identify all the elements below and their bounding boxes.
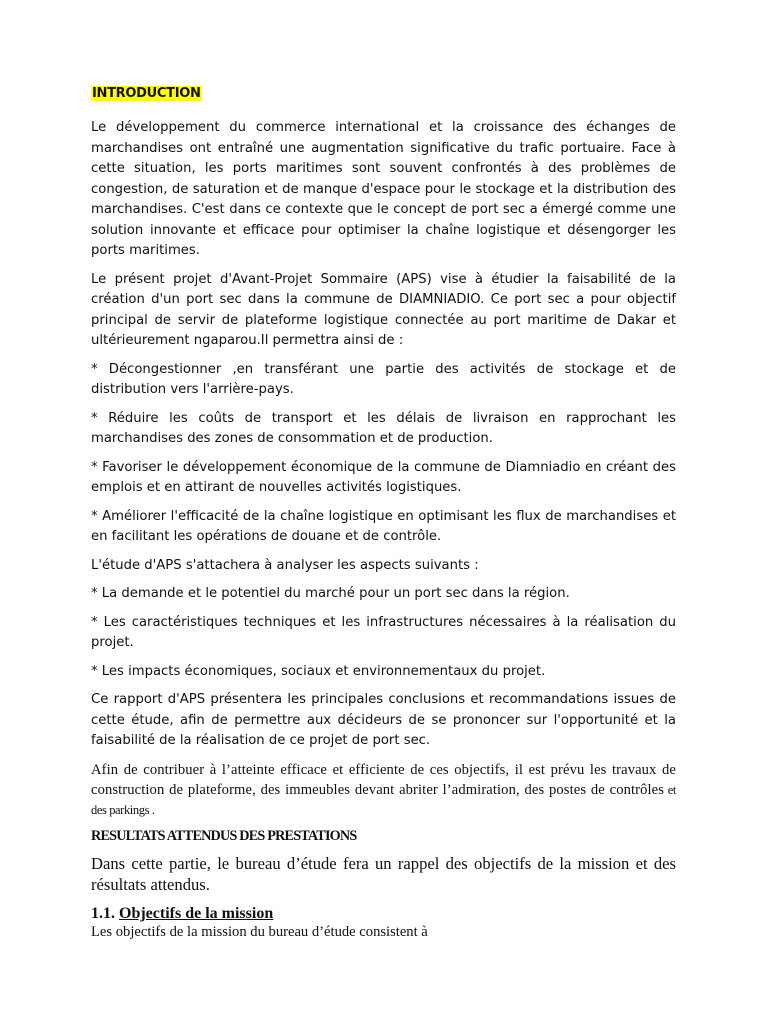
aspect-item: * Les caractéristiques techniques et les infrastructures nécessaires à la réalisation du projet. xyxy=(91,614,676,650)
section-number: 1.1. xyxy=(91,904,115,922)
works-main-text: Afin de contribuer à l’atteinte efficace et efficiente de ces objectifs, il est prévu les travaux de construction de plateforme, des immeubles devant abriter l’admiration, des postes de contrôles xyxy=(91,761,676,798)
section-title: Objectifs de la mission xyxy=(119,904,274,922)
results-heading: RESULTATS ATTENDUS DES PRESTATIONS xyxy=(91,827,357,844)
works-paragraph xyxy=(91,760,676,820)
aspect-item: * La demande et le potentiel du marché pour un port sec dans la région. xyxy=(91,586,570,601)
section-text: Les objectifs de la mission du bureau d’étude consistent à xyxy=(91,923,428,940)
goal-item: * Réduire les coûts de transport et les délais de livraison en rapprochant les marchandises des zones de consommation et de production. xyxy=(91,410,676,446)
aspects-intro: L'étude d'APS s'attachera à analyser les aspects suivants : xyxy=(91,557,479,573)
intro-paragraph-project: Le présent projet d'Avant-Projet Sommaire (APS) vise à étudier la faisabilité de la création d'un port sec dans la commune de DIAMNIADIO. Ce port sec a pour objectif principal de servir de plateforme logistique connectée au port maritime de Dakar et ultérieurement ngaparou.Il permettra ainsi de : xyxy=(91,271,676,348)
intro-paragraph-context: Le développement du commerce international et la croissance des échanges de marchandises ont entraîné une augmentation significative du trafic portuaire. Face à cette situation, les ports maritimes sont souvent confrontés à des problèmes de congestion, de saturation et de manque d'espace pour le stockage et la distribution des marchandises. C'est dans ce contexte que le concept de port sec a émergé comme une solution innovante et efficace pour optimiser la chaîne logistique et désengorger les ports maritimes. xyxy=(91,120,676,258)
results-paragraph: Dans cette partie, le bureau d’étude fera un rappel des objectifs de la mission et des résultats attendus. xyxy=(91,853,676,894)
goal-item: * Améliorer l'efficacité de la chaîne logistique en optimisant les flux de marchandises et en facilitant les opérations de douane et de contrôle. xyxy=(91,508,676,544)
section-heading xyxy=(91,904,676,923)
conclusion-paragraph: Ce rapport d'APS présentera les principales conclusions et recommandations issues de cette étude, afin de permettre aux décideurs de se prononcer sur l'opportunité et la faisabilité de la réalisation de ce projet de port sec. xyxy=(91,692,676,748)
goal-item: * Favoriser le développement économique de la commune de Diamniadio en créant des emplois et en attirant de nouvelles activités logistiques. xyxy=(91,459,676,495)
goal-item: * Décongestionner ,en transférant une partie des activités de stockage et de distribution vers l'arrière-pays. xyxy=(91,361,676,397)
introduction-heading: INTRODUCTION xyxy=(92,86,201,101)
works-tail-text: et des parkings . xyxy=(91,782,676,817)
aspect-item: * Les impacts économiques, sociaux et environnementaux du projet. xyxy=(91,663,546,679)
document-page xyxy=(91,84,676,942)
